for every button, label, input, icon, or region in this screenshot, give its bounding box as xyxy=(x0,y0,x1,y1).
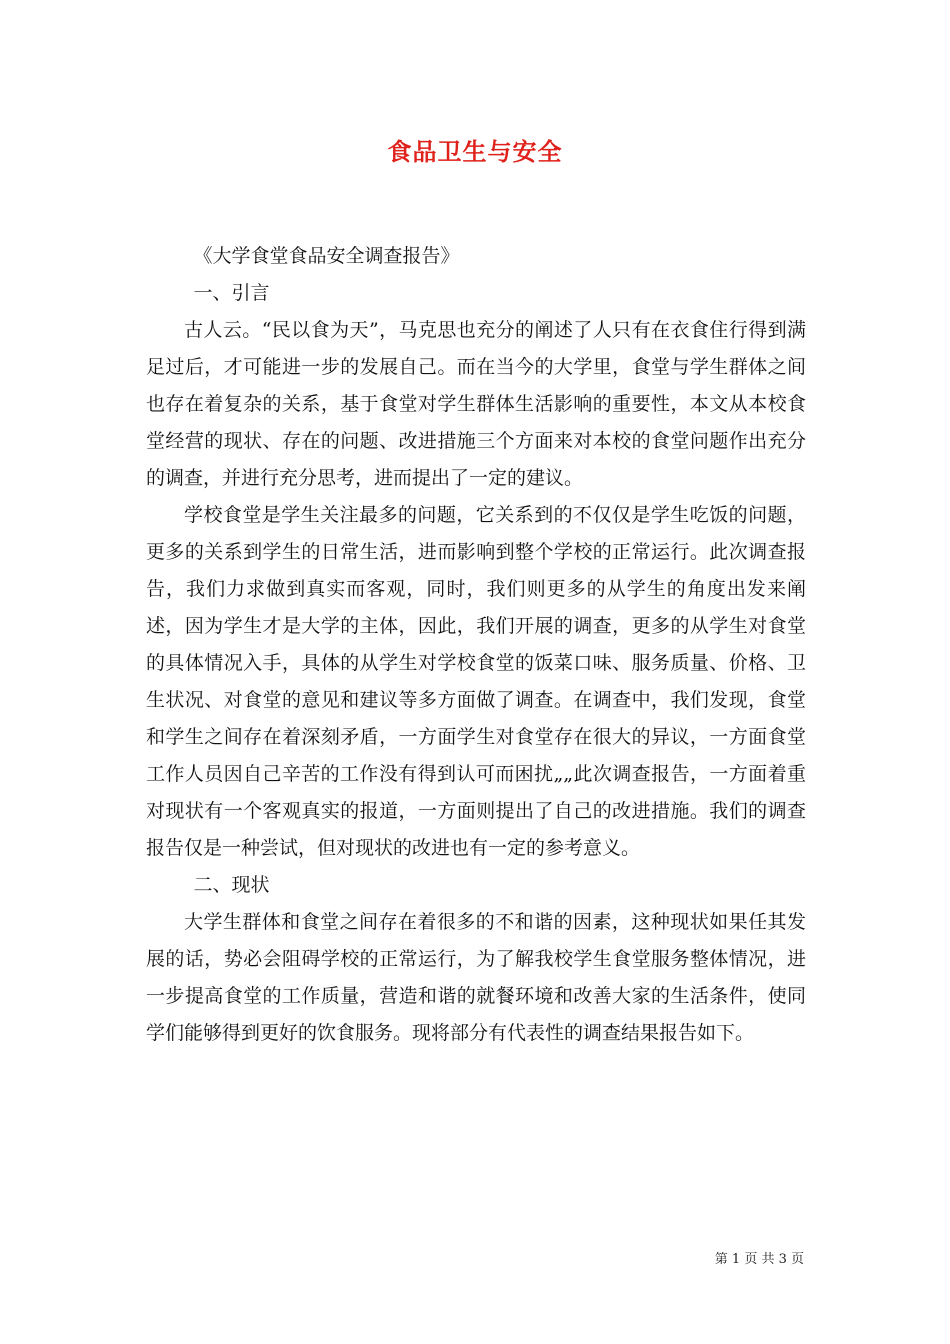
document-body xyxy=(146,238,806,1052)
section-heading-intro: 一、引言 xyxy=(193,282,270,304)
section-heading-status: 二、现状 xyxy=(193,874,270,896)
document-title: 食品卫生与安全 xyxy=(387,137,563,166)
paragraph: 古人云。“民以食为天”，马克思也充分的阐述了人只有在衣食住行得到满足过后，才可能进一步的发展自己。而在当今的大学里，食堂与学生群体之间也存在着复杂的关系，基于食堂对学生群体生活影响的重要性，本文从本校食堂经营的现状、存在的问题、改进措施三个方面来对本校的食堂问题作出充分的调查，并进行充分思考，进而提出了一定的建议。 xyxy=(146,319,806,489)
page-number: 第 1 页 共 3 页 xyxy=(714,1252,804,1267)
paragraph: 大学生群体和食堂之间存在着很多的不和谐的因素，这种现状如果任其发展的话，势必会阻碍学校的正常运行，为了解我校学生食堂服务整体情况，进一步提高食堂的工作质量，营造和谐的就餐环境和改善大家的生活条件，使同学们能够得到更好的饮食服务。现将部分有代表性的调查结果报告如下。 xyxy=(146,911,806,1044)
paragraph: 学校食堂是学生关注最多的问题，它关系到的不仅仅是学生吃饭的问题，更多的关系到学生的日常生活，进而影响到整个学校的正常运行。此次调查报告，我们力求做到真实而客观，同时，我们则更多的从学生的角度出发来阐述，因为学生才是大学的主体，因此，我们开展的调查，更多的从学生对食堂的具体情况入手，具体的从学生对学校食堂的饭菜口味、服务质量、价格、卫生状况、对食堂的意见和建议等多方面做了调查。在调查中，我们发现，食堂和学生之间存在着深刻矛盾，一方面学生对食堂存在很大的异议，一方面食堂工作人员因自己辛苦的工作没有得到认可而困扰„„此次调查报告，一方面着重对现状有一个客观真实的报道，一方面则提出了自己的改进措施。我们的调查报告仅是一种尝试，但对现状的改进也有一定的参考意义。 xyxy=(146,504,806,859)
report-subtitle: 《大学食堂食品安全调查报告》 xyxy=(193,245,460,267)
